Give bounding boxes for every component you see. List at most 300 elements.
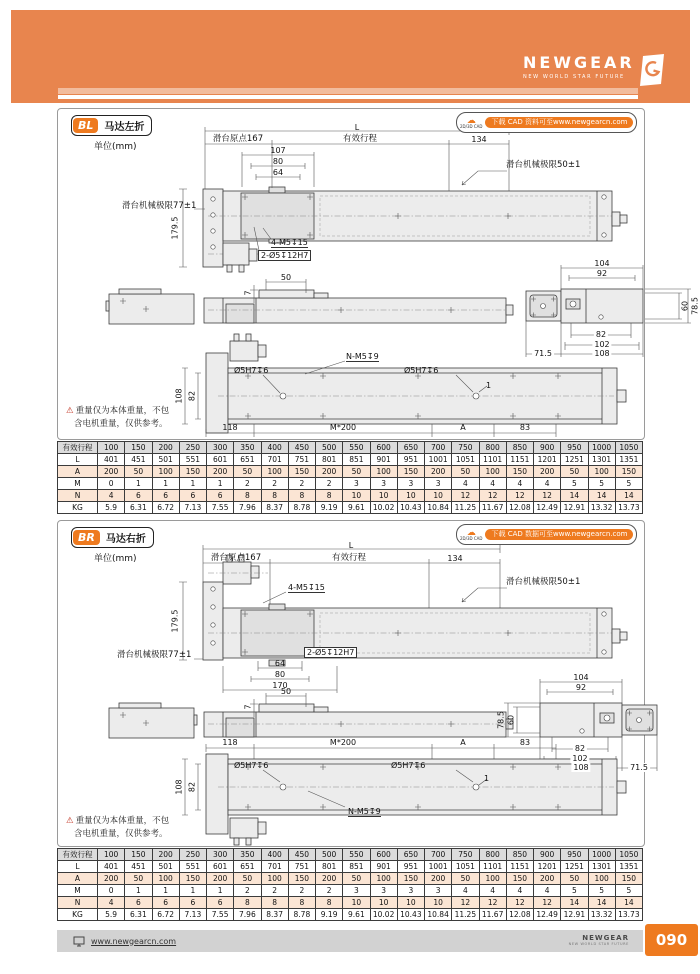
footer-bar [57,930,643,952]
cell: 7.55 [207,502,234,514]
cell: 150 [615,466,642,478]
dim-m200: M*200 [329,423,357,432]
cell: 3 [397,885,424,897]
cell: 7.96 [234,502,261,514]
dim-v108: 108 [174,779,184,795]
cell: 551 [179,861,206,873]
dim-71-5: 71.5 [534,349,552,358]
cell: 1201 [534,454,561,466]
column-header: 650 [397,442,424,454]
cell: 6 [179,490,206,502]
column-header: 1050 [615,849,642,861]
cad-download-link[interactable]: 下载 CAD 数据可至www.newgearcn.com [485,529,633,540]
brand-logo [523,54,664,86]
cell: 5 [588,885,615,897]
cell: 50 [452,466,479,478]
dim-82: 82 [595,330,607,339]
dim-179-5: 179.5 [170,216,180,240]
weight-note-line1: ⚠ 重量仅为本体重量，不包 [66,406,170,416]
cell: 7.13 [179,909,206,921]
cell: 3 [425,885,452,897]
cell: 8 [316,490,343,502]
column-header: 1000 [588,442,615,454]
row-label: KG [58,909,98,921]
dim-108: 108 [594,349,610,358]
table-row-A [58,466,643,478]
cell: 200 [534,873,561,885]
cell: 6.31 [125,909,152,921]
cell: 12.49 [534,909,561,921]
table-row-KG [58,909,643,921]
cell: 10.84 [425,909,452,921]
cell: 1 [179,478,206,490]
cell: 6.72 [152,502,179,514]
column-header: 300 [207,849,234,861]
cell: 12 [506,490,533,502]
dim-134: 134 [447,554,463,563]
cell: 451 [125,861,152,873]
column-header: 550 [343,442,370,454]
dim-108: 108 [573,763,589,772]
cell: 100 [588,873,615,885]
cell: 701 [261,861,288,873]
cell: 8.37 [261,909,288,921]
cell: 150 [288,873,315,885]
cell: 2 [316,885,343,897]
column-header: 400 [261,849,288,861]
cell: 5 [561,478,588,490]
footer-website-link[interactable]: www.newgearcn.com [91,936,177,946]
cell: 1251 [561,454,588,466]
cell: 10.43 [397,909,424,921]
cell: 3 [397,478,424,490]
cell: 14 [588,897,615,909]
cell: 12.49 [534,502,561,514]
cell: 751 [288,861,315,873]
cell: 12.91 [561,502,588,514]
cell: 200 [534,466,561,478]
cell: 50 [125,873,152,885]
cell: 6 [207,490,234,502]
column-header: 450 [288,849,315,861]
cell: 8 [261,490,288,502]
cell: 10.43 [397,502,424,514]
cell: 651 [234,861,261,873]
cell: 12.08 [506,909,533,921]
dim-A: A [460,423,466,432]
section-br [57,520,648,847]
cell: 50 [234,873,261,885]
dim-82: 82 [574,744,586,753]
dim-L: L [354,123,360,132]
cell: 851 [343,861,370,873]
cell: 0 [98,885,125,897]
column-header: 100 [98,442,125,454]
cell: 8 [316,897,343,909]
cell: 7.13 [179,502,206,514]
cell: 10 [343,897,370,909]
cell: 12 [479,897,506,909]
cell: 2 [234,478,261,490]
table-row-M [58,885,643,897]
cell: 9.19 [316,909,343,921]
cad-download-link[interactable]: 下载 CAD 资料可至www.newgearcn.com [485,117,633,128]
cell: 8.78 [288,502,315,514]
row-label: A [58,873,98,885]
cell: 150 [288,466,315,478]
cell: 12 [534,897,561,909]
cell: 150 [397,873,424,885]
brand-tagline: NEW WORLD STAR FUTURE [523,74,625,80]
cell: 150 [506,466,533,478]
cell: 150 [397,466,424,478]
table-row-L [58,454,643,466]
cell: 12 [452,490,479,502]
cell: 6.31 [125,502,152,514]
cell: 3 [370,478,397,490]
cell: 1251 [561,861,588,873]
cell: 150 [179,873,206,885]
section-code: BL [73,118,98,133]
dim-179-5: 179.5 [170,609,180,633]
column-header: 600 [370,849,397,861]
monitor-icon [73,936,85,947]
column-header: 500 [316,442,343,454]
cell: 11.67 [479,909,506,921]
section-code: BR [73,530,100,545]
cell: 7.55 [207,909,234,921]
cell: 1101 [479,454,506,466]
cell: 551 [179,454,206,466]
unit-label: 单位(mm) [94,554,137,564]
cell: 6.72 [152,909,179,921]
unit-label: 单位(mm) [94,142,137,152]
dim-64: 64 [274,659,286,668]
column-header: 850 [506,849,533,861]
cell: 801 [316,454,343,466]
cell: 5.9 [98,909,125,921]
dim-4m5: 4-M5↧15 [271,238,308,247]
cell: 10.02 [370,502,397,514]
column-header: 有效行程 [58,442,98,454]
cell: 10 [397,897,424,909]
cell: 6 [125,490,152,502]
dim-v82: 82 [187,390,197,402]
cell: 2 [288,478,315,490]
table-header-row [58,442,643,454]
header-stripe [58,95,638,99]
cell: 8 [234,897,261,909]
cell: 1151 [506,454,533,466]
cad-download-badge[interactable] [456,524,637,545]
cad-download-badge[interactable] [456,112,637,133]
column-header: 950 [561,442,588,454]
br-side-views [109,693,513,738]
column-header: 500 [316,849,343,861]
cell: 6 [152,897,179,909]
cell: 1101 [479,861,506,873]
cell: 951 [397,861,424,873]
cell: 100 [152,466,179,478]
cell: 10 [425,490,452,502]
cell: 1351 [615,454,642,466]
column-header: 600 [370,442,397,454]
cell: 14 [561,490,588,502]
column-header: 650 [397,849,424,861]
cell: 5 [615,478,642,490]
column-header: 150 [125,849,152,861]
cell: 200 [207,466,234,478]
cell: 4 [452,478,479,490]
row-label: M [58,885,98,897]
cell: 4 [98,490,125,502]
cell: 1 [207,885,234,897]
cell: 150 [506,873,533,885]
dim-78-5: 78.5 [496,711,506,729]
header-band [11,10,690,103]
brand-glyph-icon [640,54,664,86]
cell: 200 [425,466,452,478]
dim-origin167: 滑台原点167 [212,134,264,144]
dim-v82: 82 [187,781,197,793]
dim-80: 80 [272,157,284,166]
cell: 6 [152,490,179,502]
cell: 401 [98,454,125,466]
dim-78-5: 78.5 [690,297,700,315]
cell: 12.08 [506,502,533,514]
cell: 501 [152,454,179,466]
dim-50: 50 [280,687,292,696]
dim-102: 102 [572,754,588,763]
cell: 901 [370,454,397,466]
brand-name: NEWGEAR [523,53,635,72]
cell: 5 [588,478,615,490]
cell: 1151 [506,861,533,873]
dim-1: 1 [484,774,490,783]
cell: 1201 [534,861,561,873]
cell: 13.32 [588,502,615,514]
bl-side-views [106,279,513,324]
cell: 10.84 [425,502,452,514]
dim-80: 80 [274,670,286,679]
cell: 4 [479,885,506,897]
dim-L: L [348,541,354,550]
cell: 401 [98,861,125,873]
dim-v108: 108 [174,388,184,404]
cell: 10 [370,897,397,909]
br-technical-drawing [58,521,644,846]
cell: 601 [207,861,234,873]
dim-limit50: 滑台机械极限50±1 [506,577,581,587]
cell: 10 [370,490,397,502]
column-header: 400 [261,442,288,454]
cell: 3 [370,885,397,897]
row-label: KG [58,502,98,514]
cell: 50 [343,873,370,885]
page-number-badge: 090 [645,924,698,956]
cell: 10 [397,490,424,502]
dim-dia5h7-b: Ø5H7↧6 [391,761,426,770]
table-row-N [58,490,643,502]
cell: 50 [343,466,370,478]
cell: 2 [288,885,315,897]
dim-102: 102 [594,340,610,349]
cell: 200 [207,873,234,885]
column-header: 800 [479,849,506,861]
cell: 10 [343,490,370,502]
dim-limit77: 滑台机械极限77±1 [122,201,197,211]
cell: 9.61 [343,502,370,514]
weight-note-line2: 含电机重量，仅供参考。 [74,829,168,839]
dim-50: 50 [280,273,292,282]
bl-spec-table [57,441,643,514]
dim-2dia5: 2-Ø5↧12H7 [304,647,357,658]
table-row-L [58,861,643,873]
cloud-download-icon: ☁ 2D/3D CAD [460,115,483,129]
cell: 8 [261,897,288,909]
cell: 14 [561,897,588,909]
table-row-N [58,897,643,909]
cell: 100 [588,466,615,478]
cell: 1 [207,478,234,490]
cell: 951 [397,454,424,466]
dim-nm5: N-M5↧9 [348,807,381,816]
section-bl-badge [71,115,152,136]
cell: 8 [234,490,261,502]
column-header: 700 [425,849,452,861]
dim-dia5h7-a: Ø5H7↧6 [234,366,269,375]
cell: 8 [288,490,315,502]
cell: 50 [452,873,479,885]
dim-1: 1 [486,381,492,390]
dim-A: A [460,738,466,747]
dim-170: 170 [272,681,288,690]
br-spec-table [57,848,643,921]
cell: 12 [534,490,561,502]
dim-limit50: 滑台机械极限50±1 [506,160,581,170]
cell: 3 [343,885,370,897]
dim-dia5h7-a: Ø5H7↧6 [234,761,269,770]
dim-83: 83 [519,423,531,432]
cell: 4 [479,478,506,490]
column-header: 900 [534,849,561,861]
dim-104: 104 [594,259,610,268]
cell: 150 [179,466,206,478]
cell: 5 [561,885,588,897]
cell: 3 [425,478,452,490]
column-header: 250 [179,442,206,454]
cell: 5 [615,885,642,897]
cell: 4 [534,478,561,490]
section-br-badge [71,527,154,548]
cell: 1051 [452,454,479,466]
dim-107: 107 [270,146,286,155]
cell: 11.67 [479,502,506,514]
cell: 4 [506,478,533,490]
column-header: 有效行程 [58,849,98,861]
section-title: 马达右折 [105,534,146,545]
cell: 50 [125,466,152,478]
row-label: N [58,490,98,502]
dim-origin167: 滑台原点167 [210,553,262,563]
cell: 601 [207,454,234,466]
row-label: M [58,478,98,490]
cell: 12 [506,897,533,909]
cell: 4 [506,885,533,897]
column-header: 750 [452,849,479,861]
dim-stroke: 有效行程 [342,134,378,144]
cell: 2 [261,478,288,490]
dim-60: 60 [506,714,516,726]
cell: 0 [98,478,125,490]
section-title: 马达左折 [104,122,145,133]
cloud-download-icon: ☁ 2D/3D CAD [460,527,483,541]
cell: 200 [425,873,452,885]
cell: 801 [316,861,343,873]
cell: 8.37 [261,502,288,514]
column-header: 850 [506,442,533,454]
cell: 4 [452,885,479,897]
cell: 10 [425,897,452,909]
dim-limit77: 滑台机械极限77±1 [117,650,192,660]
column-header: 700 [425,442,452,454]
cell: 751 [288,454,315,466]
cell: 14 [615,490,642,502]
cell: 11.25 [452,909,479,921]
cell: 3 [343,478,370,490]
cell: 9.19 [316,502,343,514]
row-label: N [58,897,98,909]
table-row-M [58,478,643,490]
cell: 50 [561,873,588,885]
cell: 100 [152,873,179,885]
column-header: 300 [207,442,234,454]
column-header: 200 [152,442,179,454]
column-header: 750 [452,442,479,454]
dim-71-5: 71.5 [630,763,648,772]
warning-icon: ⚠ [66,816,74,826]
cell: 6 [179,897,206,909]
dim-2dia5: 2-Ø5↧12H7 [258,250,311,261]
column-header: 550 [343,849,370,861]
warning-icon: ⚠ [66,406,74,416]
dim-dia5h7-b: Ø5H7↧6 [404,366,439,375]
cell: 1 [125,478,152,490]
column-header: 450 [288,442,315,454]
dim-60: 60 [680,300,690,312]
column-header: 900 [534,442,561,454]
cell: 100 [370,873,397,885]
dim-118: 118 [222,738,238,747]
cell: 13.73 [615,909,642,921]
cell: 1001 [425,454,452,466]
cell: 1 [125,885,152,897]
cell: 6 [207,897,234,909]
cell: 1 [179,885,206,897]
dim-104: 104 [573,673,589,682]
weight-note-line1: ⚠ 重量仅为本体重量，不包 [66,816,170,826]
cell: 12.91 [561,909,588,921]
dim-92: 92 [596,269,608,278]
cell: 2 [234,885,261,897]
column-header: 100 [98,849,125,861]
cell: 1051 [452,861,479,873]
row-label: L [58,454,98,466]
cell: 50 [234,466,261,478]
cell: 1001 [425,861,452,873]
cell: 100 [370,466,397,478]
column-header: 150 [125,442,152,454]
